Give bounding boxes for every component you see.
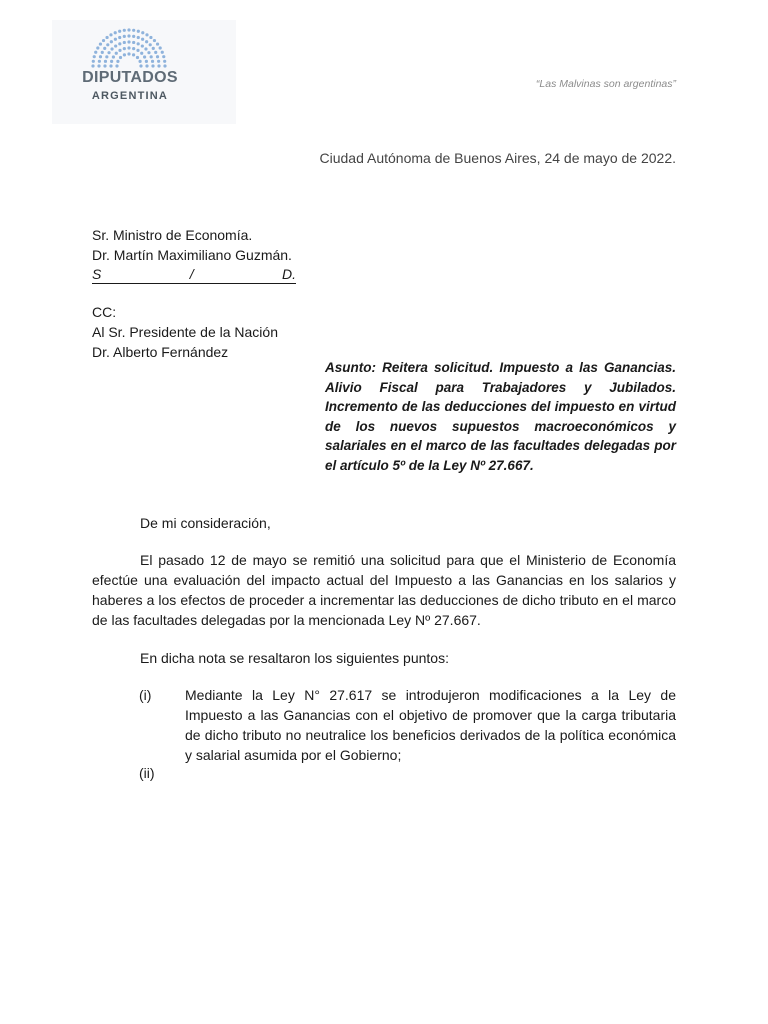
logo-dot	[151, 64, 154, 67]
logo-dot	[127, 34, 130, 37]
logo-dot	[149, 43, 152, 46]
chamber-hemicycle-icon	[88, 28, 170, 68]
recipient-name: Dr. Martín Maximiliano Guzmán.	[92, 247, 292, 263]
logo-dot	[138, 60, 141, 63]
logo-dot	[103, 47, 106, 50]
logo-dot	[137, 36, 140, 39]
date-line: Ciudad Autónoma de Buenos Aires, 24 de mayo de 2022.	[319, 150, 676, 166]
sd-signoff	[92, 265, 296, 284]
logo-dot	[149, 36, 152, 39]
logo-dot	[109, 33, 112, 36]
logo-dot	[123, 47, 126, 50]
logo-dot	[105, 36, 108, 39]
logo-dot	[118, 42, 121, 45]
logo-dot	[123, 41, 126, 44]
list-item-number: (i)	[139, 687, 152, 703]
logo-dot	[97, 64, 100, 67]
logo-dot	[147, 51, 150, 54]
list-item-text: Mediante la Ley N° 27.617 se introdujeron modificaciones a la Ley de Impuesto a las Ganancias con el objetivo de promover que la carga tributaria de dicho tributo no neutralice los beneficios derivados de la política económica y salarial asumida por el Gobierno;	[185, 687, 676, 763]
logo-dot	[112, 55, 115, 58]
logo-dot	[93, 55, 96, 58]
logo-dot	[132, 35, 135, 38]
logo-dot	[159, 46, 162, 49]
logo-dot	[157, 64, 160, 67]
logo-dot	[163, 64, 166, 67]
logo-dot	[161, 51, 164, 54]
cc-block	[92, 302, 278, 362]
logo-dot	[114, 38, 117, 41]
logo-dot	[145, 40, 148, 43]
logo-dot	[118, 36, 121, 39]
logo-dot	[115, 64, 118, 67]
logo-dot	[102, 39, 105, 42]
logo-dot	[105, 55, 108, 58]
logo-dot	[123, 53, 126, 56]
logo-dot	[99, 42, 102, 45]
logo-dot	[136, 49, 139, 52]
logo-dot	[110, 60, 113, 63]
logo-dot	[115, 52, 118, 55]
logo-dot	[110, 40, 113, 43]
sd-right: D.	[281, 266, 296, 282]
logo-dot	[143, 55, 146, 58]
logo-dot	[109, 64, 112, 67]
sd-mid: /	[189, 266, 194, 282]
logo-dot	[157, 60, 160, 63]
recipient-title: Sr. Ministro de Economía.	[92, 227, 253, 243]
logo-dot	[127, 46, 130, 49]
logo-dot	[145, 60, 148, 63]
cc-line2: Dr. Alberto Fernández	[92, 344, 229, 360]
logo-dot	[127, 52, 130, 55]
cc-line1: Al Sr. Presidente de la Nación	[92, 324, 278, 340]
logo-dot	[156, 42, 159, 45]
paragraph-2: En dicha nota se resaltaron los siguientes puntos:	[140, 650, 449, 666]
list-item-number: (ii)	[139, 765, 155, 781]
paragraph-1: El pasado 12 de mayo se remitió una solicitud para que el Ministerio de Economía efectúe una evaluación del impacto actual del Impuesto a las Ganancias en los salarios y haberes a los efectos de proceder a incrementar las deducciones de dicho tributo en el marco de las facultades delegadas por la mencionada Ley Nº 27.667.	[92, 552, 676, 628]
logo-dot	[154, 51, 157, 54]
logo-dot	[141, 31, 144, 34]
greeting: De mi consideración,	[140, 515, 271, 531]
logo-dot	[150, 55, 153, 58]
logo-dot	[153, 39, 156, 42]
logo-dot	[119, 56, 122, 59]
logo-dot	[91, 64, 94, 67]
logo-dot	[114, 44, 117, 47]
logo-dot	[106, 43, 109, 46]
logo-dot	[127, 40, 130, 43]
logo-dot	[132, 47, 135, 50]
logo-dot	[118, 49, 121, 52]
logo-dot	[116, 60, 119, 63]
recipient-block	[92, 225, 296, 284]
logo-dot	[132, 53, 135, 56]
logo-dot	[132, 29, 135, 32]
logo-subtitle: ARGENTINA	[91, 90, 169, 102]
logo-dot	[132, 41, 135, 44]
logo-dot	[162, 55, 165, 58]
logo-dot	[94, 51, 97, 54]
logo-dot	[156, 55, 159, 58]
logo-dot	[152, 47, 155, 50]
logo-dot	[136, 56, 139, 59]
subject: Asunto: Reitera solicitud. Impuesto a las Ganancias. Alivio Fiscal para Trabajadores y Jubilados. Incremento de las deducciones del impuesto en virtud de los nuevos supuestos macroeconómicos y salariales en el marco de las facultades delegadas por el artículo 5º de la Ley Nº 27.667.	[325, 360, 676, 473]
logo-dot	[114, 31, 117, 34]
logo-dot	[141, 38, 144, 41]
cc-label: CC:	[92, 304, 117, 320]
logo-dot	[92, 60, 95, 63]
logo-dot	[96, 46, 99, 49]
diputados-logo	[52, 20, 236, 124]
logo-dot	[98, 60, 101, 63]
logo-dot	[139, 64, 142, 67]
logo-dot	[144, 47, 147, 50]
logo-dot	[107, 51, 110, 54]
logo-dot	[110, 47, 113, 50]
logo-title: DIPUTADOS	[82, 69, 178, 86]
logo-dot	[127, 28, 130, 31]
logo-dot	[145, 33, 148, 36]
logo-dot	[118, 30, 121, 33]
logo-dot	[104, 60, 107, 63]
motto: “Las Malvinas son argentinas”	[535, 78, 676, 90]
logo-dot	[103, 64, 106, 67]
logo-dot	[137, 30, 140, 33]
logo-dot	[101, 51, 104, 54]
sd-left: S	[92, 266, 102, 282]
logo-dot	[151, 60, 154, 63]
logo-dot	[141, 44, 144, 47]
logo-dot	[137, 42, 140, 45]
logo-dot	[123, 35, 126, 38]
logo-dot	[163, 60, 166, 63]
logo-dot	[123, 29, 126, 32]
logo-dot	[140, 52, 143, 55]
logo-dot	[99, 55, 102, 58]
logo-dot	[145, 64, 148, 67]
